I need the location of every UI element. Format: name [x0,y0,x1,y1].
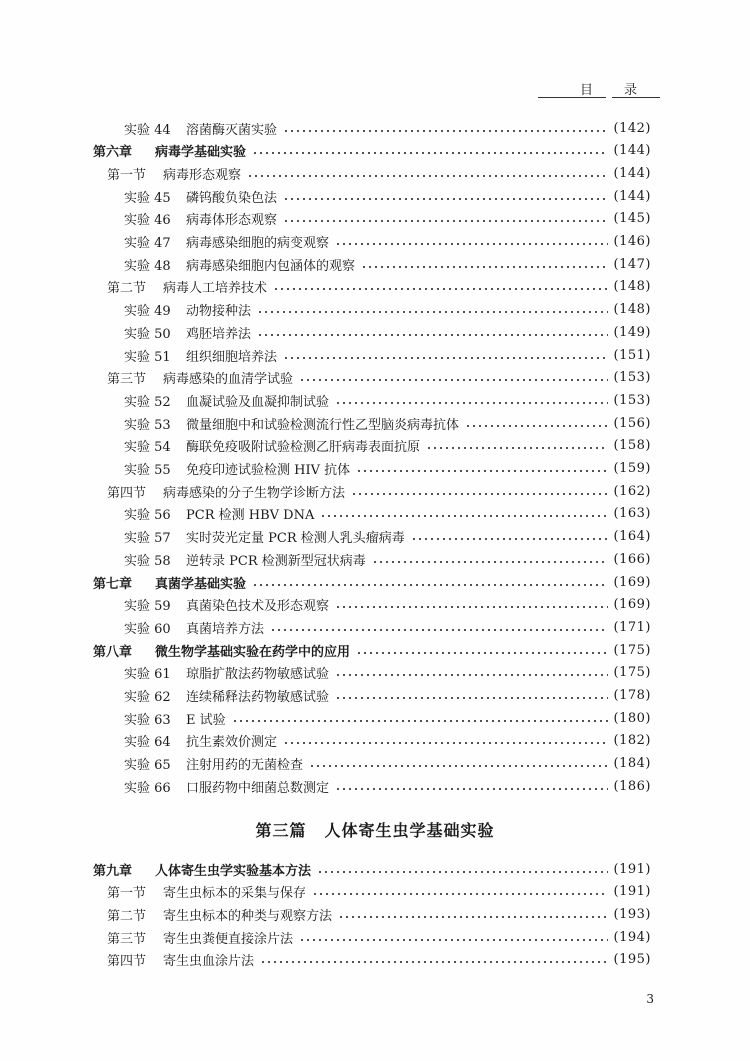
toc-entry-label [107,882,306,901]
toc-entry-title: 寄生虫标本的种类与观察方法 [163,908,333,924]
toc-entry-label [124,459,350,478]
dot-leader [283,357,608,359]
toc-entry-number: 第四节 [107,954,147,970]
toc-entry-number: 实验 45 [124,190,171,206]
toc-exp-row [124,344,651,366]
part-label: 第三篇 [255,821,307,840]
toc-entry-number: 实验 61 [124,667,171,683]
toc-entry-label [124,187,277,206]
toc-entry-title: 病毒感染的分子生物学诊断方法 [163,485,346,501]
dot-leader [257,311,608,313]
toc-entry-number: 实验 47 [124,236,171,251]
toc-entry-title: 连续稀释法药物敏感试验 [186,690,330,705]
dot-leader [283,130,608,132]
toc-entry-page: (171) [613,619,651,635]
toc-entry-label [107,950,254,969]
toc-entry-title: 微生物学基础实验在药学中的应用 [155,644,351,660]
toc-exp-row [124,685,651,707]
dot-leader [465,425,608,427]
toc-entry-label [124,550,366,569]
dot-leader [335,788,608,790]
toc-entry-title: 病毒感染细胞内包涵体的观察 [186,258,356,274]
dot-leader [273,288,608,290]
toc-entry-title: 病毒形态观察 [163,167,242,183]
toc-entry-number: 实验 56 [124,508,171,524]
toc-entry-title: 微量细胞中和试验检测流行性乙型脑炎病毒抗体 [186,417,460,433]
toc-entry-number: 第九章 [93,863,133,879]
toc-entry-title: 病毒学基础实验 [155,145,247,161]
toc-entry-title: 口服药物中细菌总数测定 [186,780,330,796]
part-title [0,818,750,841]
toc-entry-label [107,368,293,387]
toc-entry-title: 真菌染色技术及形态观察 [186,599,330,615]
toc-entry-page: (166) [613,551,651,567]
toc-entry-number: 实验 44 [124,122,171,138]
toc-entry-label [124,232,329,251]
toc-entry-label [124,300,251,319]
dot-leader [320,515,607,517]
dot-leader [335,606,608,608]
toc-entry-number: 实验 65 [124,758,171,774]
toc-entry-label [124,618,264,637]
running-header-title: 目 录 [579,83,646,98]
toc-exp-row [124,503,651,525]
toc-entry-title: 人体寄生虫学实验基本方法 [155,863,312,879]
toc-entry-page: (148) [613,302,651,318]
dot-leader [252,584,608,586]
toc-section-row [107,881,651,903]
toc-entry-title: 血凝试验及血凝抑制试验 [186,394,330,410]
toc-entry-number: 实验 46 [124,213,171,229]
toc-entry-page: (178) [613,688,651,703]
toc-entry-label [124,119,277,138]
toc-entry-page: (144) [613,188,651,204]
dot-leader [335,697,608,699]
part-name: 人体寄生虫学基础实验 [324,821,495,840]
toc-entry-page: (148) [613,279,651,295]
dot-leader [252,152,608,154]
toc-entry-number: 实验 49 [124,304,171,320]
toc-entry-page: (142) [613,120,651,136]
toc-entry-label [93,573,246,592]
toc-entry-title: 抗生素效价测定 [186,735,278,751]
toc-entry-page: (153) [613,392,651,408]
toc-entry-label [124,209,277,228]
toc-entry-page: (156) [613,415,651,431]
toc-entry-title: 溶菌酶灭菌实验 [186,122,278,138]
toc-entry-number: 第二节 [107,281,147,297]
toc-entry-label [93,641,350,660]
toc-entry-number: 实验 66 [124,780,171,796]
toc-entry-number: 第三节 [107,372,147,388]
toc-entry-title: 寄生虫粪便直接涂片法 [163,931,294,947]
toc-entry-page: (194) [613,929,651,945]
toc-entry-label [107,905,332,924]
toc-section-row [107,926,651,948]
toc-entry-title: 琼脂扩散法药物敏感试验 [186,667,330,683]
toc-entry-label [124,709,226,728]
toc-section-row [107,903,651,925]
toc-entry-label [124,527,405,546]
dot-leader [411,538,608,540]
toc-entry-number: 实验 63 [124,712,171,728]
toc-entry-label [124,663,329,682]
dot-leader [356,470,607,472]
toc-section-row [107,949,651,971]
toc-entry-page: (162) [613,483,651,499]
toc-exp-row [124,616,651,638]
toc-exp-row [124,231,651,253]
dot-leader [260,961,608,963]
toc-entry-page: (186) [613,778,651,794]
toc-entry-number: 实验 60 [124,621,171,637]
toc-exp-row [124,435,651,457]
dot-leader [299,939,608,941]
toc-exp-row [124,458,651,480]
dot-leader [299,379,608,381]
toc-exp-row [124,389,651,411]
toc-entry-page: (175) [613,642,651,658]
dot-leader [351,493,608,495]
dot-leader [283,742,608,744]
toc-section-row [107,480,651,502]
dot-leader [356,652,608,654]
toc-entry-number: 实验 55 [124,463,171,478]
toc-exp-row [124,548,651,570]
toc-entry-page: (159) [613,461,651,476]
toc-entry-label [107,164,241,183]
toc-entry-title: 真菌培养方法 [186,621,265,637]
toc-entry-number: 第四节 [107,485,147,501]
toc-entry-title: 病毒感染细胞的病变观察 [186,236,330,251]
toc-entry-number: 第七章 [93,576,133,592]
toc-entry-title: 动物接种法 [186,304,252,320]
toc-entry-label [107,277,267,296]
dot-leader [335,243,608,245]
toc-entry-label [124,686,329,705]
toc-entry-page: (191) [613,861,651,877]
toc-entry-page: (175) [613,665,651,681]
toc-exp-row [124,185,651,207]
toc-entry-title: 逆转录 PCR 检测新型冠状病毒 [186,553,366,569]
toc-entry-number: 第八章 [93,644,133,660]
toc-entry-title: 寄生虫标本的采集与保存 [163,886,307,902]
toc-exp-row [124,117,651,139]
toc-entry-page: (158) [613,438,651,454]
toc-entry-number: 实验 62 [124,690,171,705]
toc-chapter-row [93,140,651,162]
toc-entry-label [124,777,329,796]
toc-entry-number: 实验 50 [124,326,171,342]
toc-entry-title: 真菌学基础实验 [155,576,247,592]
toc-entry-page: (163) [613,506,651,522]
dot-leader [309,765,608,767]
toc-entry-label [93,860,311,879]
toc-exp-row [124,753,651,775]
toc-entry-number: 实验 48 [124,258,171,274]
toc-entry-page: (191) [613,884,651,900]
dot-leader [283,220,608,222]
toc-chapter-row [93,639,651,661]
toc-entry-number: 实验 57 [124,531,171,547]
toc-entry-label [93,141,246,160]
toc-entry-number: 实验 53 [124,417,171,433]
toc-exp-row [124,208,651,230]
dot-leader [372,561,608,563]
dot-leader [426,447,608,449]
toc-exp-row [124,707,651,729]
toc-entry-title: 寄生虫血涂片法 [163,954,255,970]
dot-leader [312,893,608,895]
dot-leader [338,916,608,918]
toc-entry-page: (169) [613,597,651,613]
toc-entry-page: (153) [613,370,651,386]
dot-leader [361,266,608,268]
toc-exp-row [124,321,651,343]
toc-entry-page: (144) [613,143,651,159]
toc-entry-title: E 试验 [186,712,226,728]
toc-entry-number: 第三节 [107,931,147,947]
toc-entry-number: 实验 54 [124,440,171,456]
toc-entry-number: 实验 59 [124,599,171,615]
toc-entry-title: 酶联免疫吸附试验检测乙肝病毒表面抗原 [186,440,421,456]
toc-entry-label [107,482,345,501]
toc-entry-label [124,731,277,750]
toc-entry-label [124,504,314,523]
toc-exp-row [124,730,651,752]
toc-entry-label [124,595,329,614]
toc-entry-label [124,323,251,342]
toc-entry-title: 磷钨酸负染色法 [186,190,278,206]
toc-exp-row [124,299,651,321]
toc-entry-title: 实时荧光定量 PCR 检测人乳头瘤病毒 [186,531,405,547]
toc-entry-number: 第二节 [107,908,147,924]
dot-leader [283,198,608,200]
toc-entry-page: (149) [613,324,651,340]
toc-entry-page: (164) [613,529,651,545]
toc-entry-page: (144) [613,165,651,181]
toc-entry-page: (195) [613,952,651,968]
toc-entry-number: 实验 58 [124,553,171,569]
dot-leader [232,720,608,722]
running-header [538,79,660,98]
dot-leader [270,629,608,631]
toc-entry-label [107,928,293,947]
toc-exp-row [124,253,651,275]
dot-leader [317,871,608,873]
toc-entry-number: 第一节 [107,886,147,902]
toc-section-row [107,367,651,389]
toc-exp-row [124,594,651,616]
dot-leader [247,175,608,177]
toc-section-row [107,276,651,298]
toc-entry-label [124,754,303,773]
toc-entry-title: 病毒感染的血清学试验 [163,372,294,388]
toc-entry-number: 第一节 [107,167,147,183]
toc-chapter-row [93,571,651,593]
dot-leader [335,674,608,676]
toc-exp-row [124,526,651,548]
toc-entry-page: (145) [613,211,651,227]
toc-entry-page: (169) [613,574,651,590]
toc-entry-number: 第六章 [93,145,133,161]
toc-entry-title: PCR 检测 HBV DNA [186,508,315,524]
toc-entry-title: 组织细胞培养法 [186,349,278,365]
toc-entry-title: 免疫印迹试验检测 HIV 抗体 [186,463,351,478]
toc-entry-page: (182) [613,733,651,749]
toc-entry-page: (151) [613,347,651,363]
toc-entry-page: (146) [613,234,651,249]
toc-chapter-row [93,858,651,880]
toc-entry-label [124,255,355,274]
toc-section-row [107,162,651,184]
toc-entry-page: (184) [613,756,651,772]
dot-leader [335,402,608,404]
toc-entry-label [124,414,459,433]
toc-exp-row [124,412,651,434]
toc-entry-label [124,346,277,365]
toc-entry-title: 注射用药的无菌检查 [186,758,304,774]
toc-exp-row [124,662,651,684]
dot-leader [257,334,608,336]
toc-entry-title: 鸡胚培养法 [186,326,252,342]
toc-entry-number: 实验 52 [124,394,171,410]
toc-entry-page: (147) [613,256,651,272]
toc-exp-row [124,775,651,797]
toc-entry-title: 病毒人工培养技术 [163,281,268,297]
toc-entry-number: 实验 64 [124,735,171,751]
toc-entry-label [124,436,420,455]
toc-entry-page: (180) [613,710,651,726]
page-number: 3 [646,992,654,1006]
toc-entry-page: (193) [613,906,651,922]
toc-entry-title: 病毒体形态观察 [186,213,278,229]
toc-entry-label [124,391,329,410]
toc-entry-number: 实验 51 [124,349,171,365]
